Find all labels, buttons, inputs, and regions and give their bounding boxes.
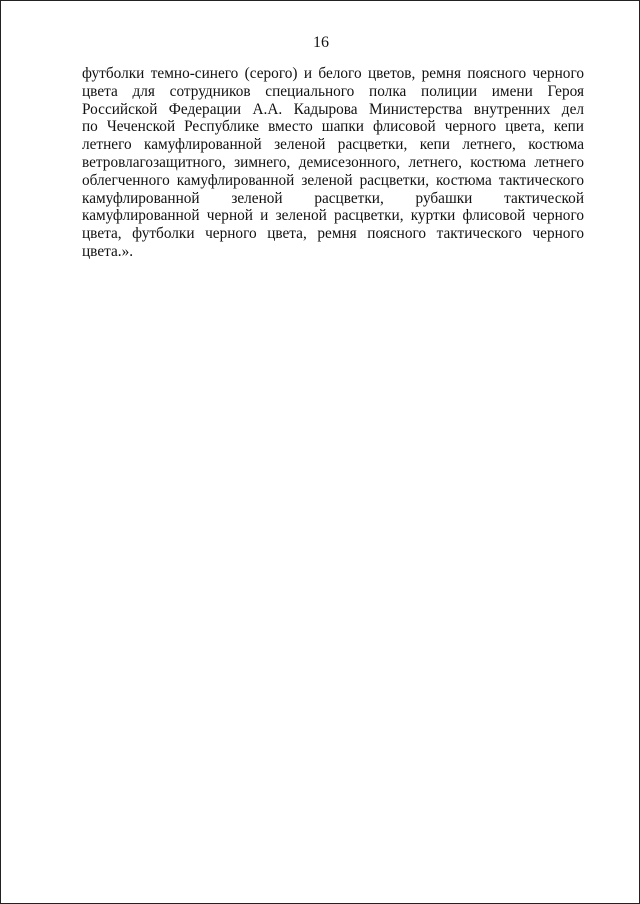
body-paragraph: [82, 65, 584, 261]
text-line: цвета.».: [82, 242, 134, 260]
text-line: ветровлагозащитного, зимнего, демисезонного, летнего, костюма летнего: [82, 153, 584, 171]
text-line: футболки темно-синего (серого) и белого цветов, ремня поясного черного: [82, 65, 584, 82]
text-line: цвета, футболки черного цвета, ремня поясного тактического черного: [82, 225, 584, 243]
text-line: облегченного камуфлированной зеленой расцветки, костюма тактического: [82, 171, 584, 189]
text-line: летнего камуфлированной зеленой расцветки, кепи летнего, костюма: [82, 136, 584, 154]
page-number: 16: [313, 34, 329, 51]
text-line: камуфлированной черной и зеленой расцветки, куртки флисовой черного: [82, 207, 584, 225]
text-line: Российской Федерации А.А. Кадырова Министерства внутренних дел: [82, 100, 584, 118]
text-line: цвета для сотрудников специального полка полиции имени Героя: [82, 82, 584, 100]
text-line: камуфлированной зеленой расцветки, рубашки тактической: [82, 189, 584, 207]
text-line: по Чеченской Республике вместо шапки флисовой черного цвета, кепи: [82, 118, 584, 136]
